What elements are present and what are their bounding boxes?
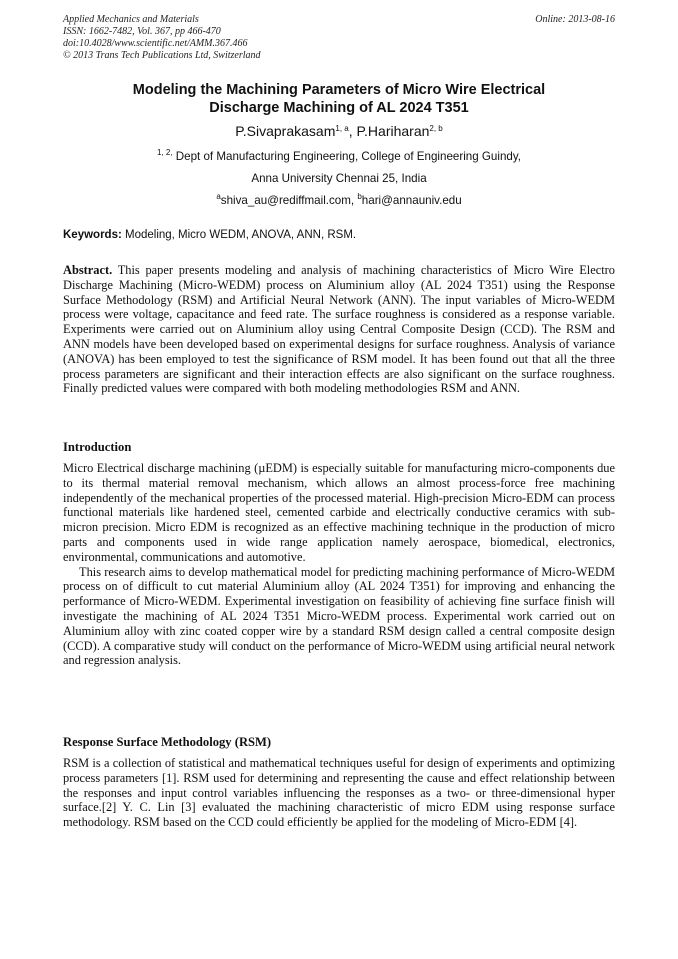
abstract-text: This paper presents modeling and analysis of machining characteristics of Micro Wire Electro Discharge Machining (Micro-WEDM) process on Aluminium alloy (AL 2024 T351) using the Response Surface Methodology (RSM) and Artificial Neural Network (ANN). The input variables of Micro-WEDM process were voltage, capacitance and feed rate. The surface roughness is considered as a response variable. Experiments were carried out on Aluminium alloy using Central Composite Design (CCD). The RSM and ANN models have been developed based on experimental designs for surface roughness. Analysis of variance (ANOVA) has been employed to test the significance of RSM model. It has been found out that all the three process parameters are significant and their interaction effects are also significant on the surface roughness. Finally predicted values were compared with both modeling methodologies RSM and ANN. <box>63 263 615 396</box>
author-emails <box>63 194 615 208</box>
email-b-sup: b <box>357 192 362 201</box>
journal-issn: ISSN: 1662-7482, Vol. 367, pp 466-470 <box>63 26 221 37</box>
author-2: P.Hariharan <box>356 123 430 139</box>
journal-doi: doi:10.4028/www.scientific.net/AMM.367.466 <box>63 38 248 49</box>
title-line-2: Discharge Machining of AL 2024 T351 <box>209 100 469 116</box>
affiliation-dept-text: Dept of Manufacturing Engineering, College of Engineering Guindy, <box>172 150 522 163</box>
journal-name: Applied Mechanics and Materials <box>63 14 199 25</box>
journal-copyright: © 2013 Trans Tech Publications Ltd, Switzerland <box>63 50 261 61</box>
affiliation-university: Anna University Chennai 25, India <box>251 172 427 185</box>
abstract <box>63 263 615 396</box>
email-b: hari@annauniv.edu <box>361 194 462 207</box>
email-a: shiva_au@rediffmail.com, <box>220 194 358 207</box>
keywords-label: Keywords: <box>63 229 122 241</box>
author-2-sup: 2, b <box>429 124 443 133</box>
keywords-text: Modeling, Micro WEDM, ANOVA, ANN, RSM. <box>121 229 357 241</box>
paper-title <box>63 81 615 117</box>
keywords <box>63 228 615 242</box>
email-a-sup: a <box>216 192 221 201</box>
introduction-para-2: This research aims to develop mathematical model for predicting machining performance of Micro-WEDM process on of difficult to cut material Aluminium alloy (AL 2024 T351) for improving and enhancing the performance of Micro-WEDM. Experimental investigation on feasibility of achieving fine surface finish will investigate the machining of AL 2024 T351 Micro-WEDM process. Experimental work carried out on Aluminium alloy with zinc coated copper wire by a standard RSM design called a central composite design (CCD). A comparative study will conduct on the performance of Micro-WEDM using artificial neural network and regression analysis. <box>63 564 615 668</box>
introduction-para-1: Micro Electrical discharge machining (µEDM) is especially suitable for manufacturing micro-components due to its thermal material removal mechanism, which allows an almost process-force free machining independently of the mechanical properties of the processed material. High-precision Micro-EDM can process functional materials like hardened steel, cemented carbide and electrically conductive ceramics with sub-micron precision. Micro EDM is recognized as an effective machining technique in the production of micro parts and components used in wide range application namely aerospace, biomedical, electronics, environmental, communications and automotive. <box>63 461 615 564</box>
affiliation-sup: 1, 2, <box>156 148 173 157</box>
title-line-1: Modeling the Machining Parameters of Micro Wire Electrical <box>132 82 546 98</box>
journal-header <box>63 14 615 62</box>
online-date: Online: 2013-08-16 <box>535 14 615 25</box>
author-1-sup: 1, a <box>335 124 349 133</box>
author-separator: , <box>348 123 357 139</box>
author-1: P.Sivaprakasam <box>235 123 336 139</box>
rsm-heading: Response Surface Methodology (RSM) <box>63 735 272 749</box>
rsm-body <box>63 756 615 830</box>
rsm-para-1: RSM is a collection of statistical and mathematical techniques useful for design of experiments and optimizing process parameters [1]. RSM used for determining and representing the cause and effect relationship between the responses and input control variables influencing the responses as a two- or three-dimensional hyper surface.[2] Y. C. Lin [3] evaluated the machining characteristic of micro EDM using response surface methodology. RSM based on the CCD could efficiently be applied for the modeling of Micro-EDM [4]. <box>63 756 615 830</box>
introduction-body <box>63 461 615 668</box>
abstract-label: Abstract. <box>63 263 113 277</box>
introduction-heading: Introduction <box>63 440 132 454</box>
author-list <box>63 122 615 140</box>
affiliation-dept <box>63 150 615 164</box>
